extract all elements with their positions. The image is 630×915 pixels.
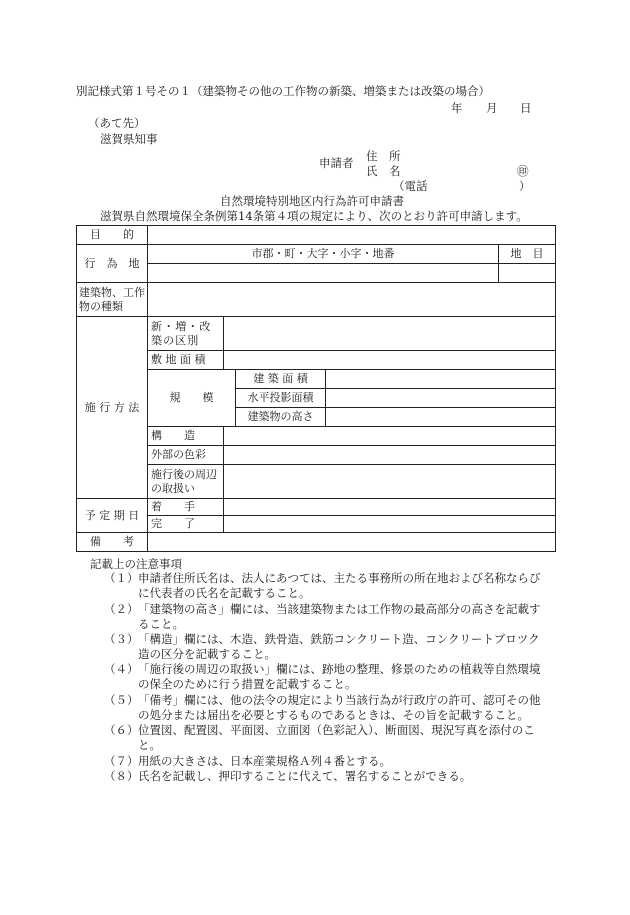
method-label: 施 行 方 法 [77,317,148,499]
row-structure-type [77,283,556,317]
note-text: 申請者住所氏名は、法人にあつては、主たる事務所の所在地および名称ならび [138,571,541,585]
form-id: 別記様式第１号その１（建築物その他の工作物の新築、増築または改築の場合） [76,84,490,98]
application-table [76,225,556,552]
site-area-label: 敷 地 面 積 [148,351,224,370]
row-site-area [77,351,556,370]
exterior-color-field[interactable] [224,446,556,465]
note-number: （４） [104,662,139,676]
structure-type-label: 建築物、工作物の種類 [77,283,148,317]
note-text: 「備考」欄には、他の法令の規定により当該行為が行政庁の許可、認可その他 [138,693,541,707]
note-item [104,632,559,662]
note-text-cont: と。 [138,738,161,752]
structure-label: 構 造 [148,427,224,446]
phone-open: （電話 [393,179,428,193]
surroundings-label: 施行後の周辺の取扱い [148,465,224,499]
start-field[interactable] [224,499,556,516]
address-label: 住 所 [366,149,401,163]
note-text: 「施行後の周辺の取扱い」欄には、跡地の整理、修景のための植栽等自然環境 [138,662,541,676]
note-text: 「構造」欄には、木造、鉄骨造、鉄筋コンクリート造、コンクリートブロツク [138,632,540,646]
note-number: （２） [104,602,139,616]
row-schedule-start [77,499,556,516]
note-text-cont: ること。 [138,617,184,631]
note-text: 用紙の大きさは、日本産業規格Ａ列４番とする。 [138,754,391,768]
seal-mark: ㊞ [517,164,529,178]
note-number: （１） [104,571,139,585]
purpose-label: 目 的 [77,226,148,245]
horizontal-area-field[interactable] [326,389,556,408]
date-month: 月 [486,101,498,115]
row-exterior-color [77,446,556,465]
address-hint: 市郡・町・大字・小字・地番 [148,245,499,264]
phone-close: ） [519,179,531,193]
row-new-ext [77,317,556,351]
exterior-color-label: 外部の色彩 [148,446,224,465]
building-height-field[interactable] [326,408,556,427]
building-height-label: 建築物の高さ [236,408,326,427]
row-purpose [77,226,556,245]
note-item [104,602,559,632]
note-text-cont: の保全のために行う措置を記載すること。 [138,677,357,691]
remarks-label: 備 考 [77,533,148,552]
date-year: 年 [451,101,463,115]
new-ext-re-field[interactable] [224,317,556,351]
note-item [104,693,559,723]
note-number: （３） [104,632,139,646]
row-surroundings [77,465,556,499]
land-category-label: 地 目 [499,245,556,264]
date-day: 日 [520,101,532,115]
row-remarks [77,533,556,552]
note-text: 氏名を記載し、押印することに代えて、署名することができる。 [138,769,472,783]
intro-text: 滋賀県自然環境保全条例第14条第４項の規定により、次のとおり許可申請します。 [100,209,528,223]
note-item [104,769,559,784]
note-item [104,571,559,601]
note-item [104,723,559,753]
horizontal-area-label: 水平投影面積 [236,389,326,408]
location-field[interactable] [148,264,499,283]
note-text-cont: の処分または届出を必要とするものであるときは、その旨を記載すること。 [138,708,529,722]
addressee: 滋賀県知事 [100,132,158,146]
note-text: 位置図、配置図、平面図、立面図（色彩記入）、断面図、現況写真を添付のこ [138,723,535,737]
note-text-cont: 造の区分を記載すること。 [138,647,276,661]
start-label: 着 手 [148,499,224,516]
schedule-label: 予 定 期 日 [77,499,148,533]
finish-field[interactable] [224,516,556,533]
row-location-2 [77,264,556,283]
land-category-field[interactable] [499,264,556,283]
scale-label: 規 模 [148,370,236,427]
purpose-field[interactable] [148,226,556,245]
addressee-label: （あて先） [88,116,146,130]
notes-title: 記載上の注意事項 [90,557,182,571]
row-schedule-finish [77,516,556,533]
document-title: 自然環境特別地区内行為許可申請書 [220,194,404,208]
row-building-area [77,370,556,389]
new-ext-re-label: 新・増・改築の区別 [148,317,224,351]
row-location-1 [77,245,556,264]
finish-label: 完 了 [148,516,224,533]
note-number: （８） [104,769,139,783]
remarks-field[interactable] [148,533,556,552]
note-number: （５） [104,693,139,707]
building-area-field[interactable] [326,370,556,389]
surroundings-field[interactable] [224,465,556,499]
act-location-label: 行 為 地 [77,245,148,283]
name-label: 氏 名 [366,164,401,178]
structure-type-field[interactable] [148,283,556,317]
site-area-field[interactable] [224,351,556,370]
note-text-cont: に代表者の氏名を記載すること。 [138,586,311,600]
row-structure [77,427,556,446]
applicant-label: 申請者 [319,156,354,170]
note-number: （７） [104,754,139,768]
note-item [104,662,559,692]
note-text: 「建築物の高さ」欄には、当該建築物または工作物の最高部分の高さを記載す [138,602,541,616]
note-item [104,754,559,769]
building-area-label: 建 築 面 積 [236,370,326,389]
structure-field[interactable] [224,427,556,446]
note-number: （６） [104,723,139,737]
